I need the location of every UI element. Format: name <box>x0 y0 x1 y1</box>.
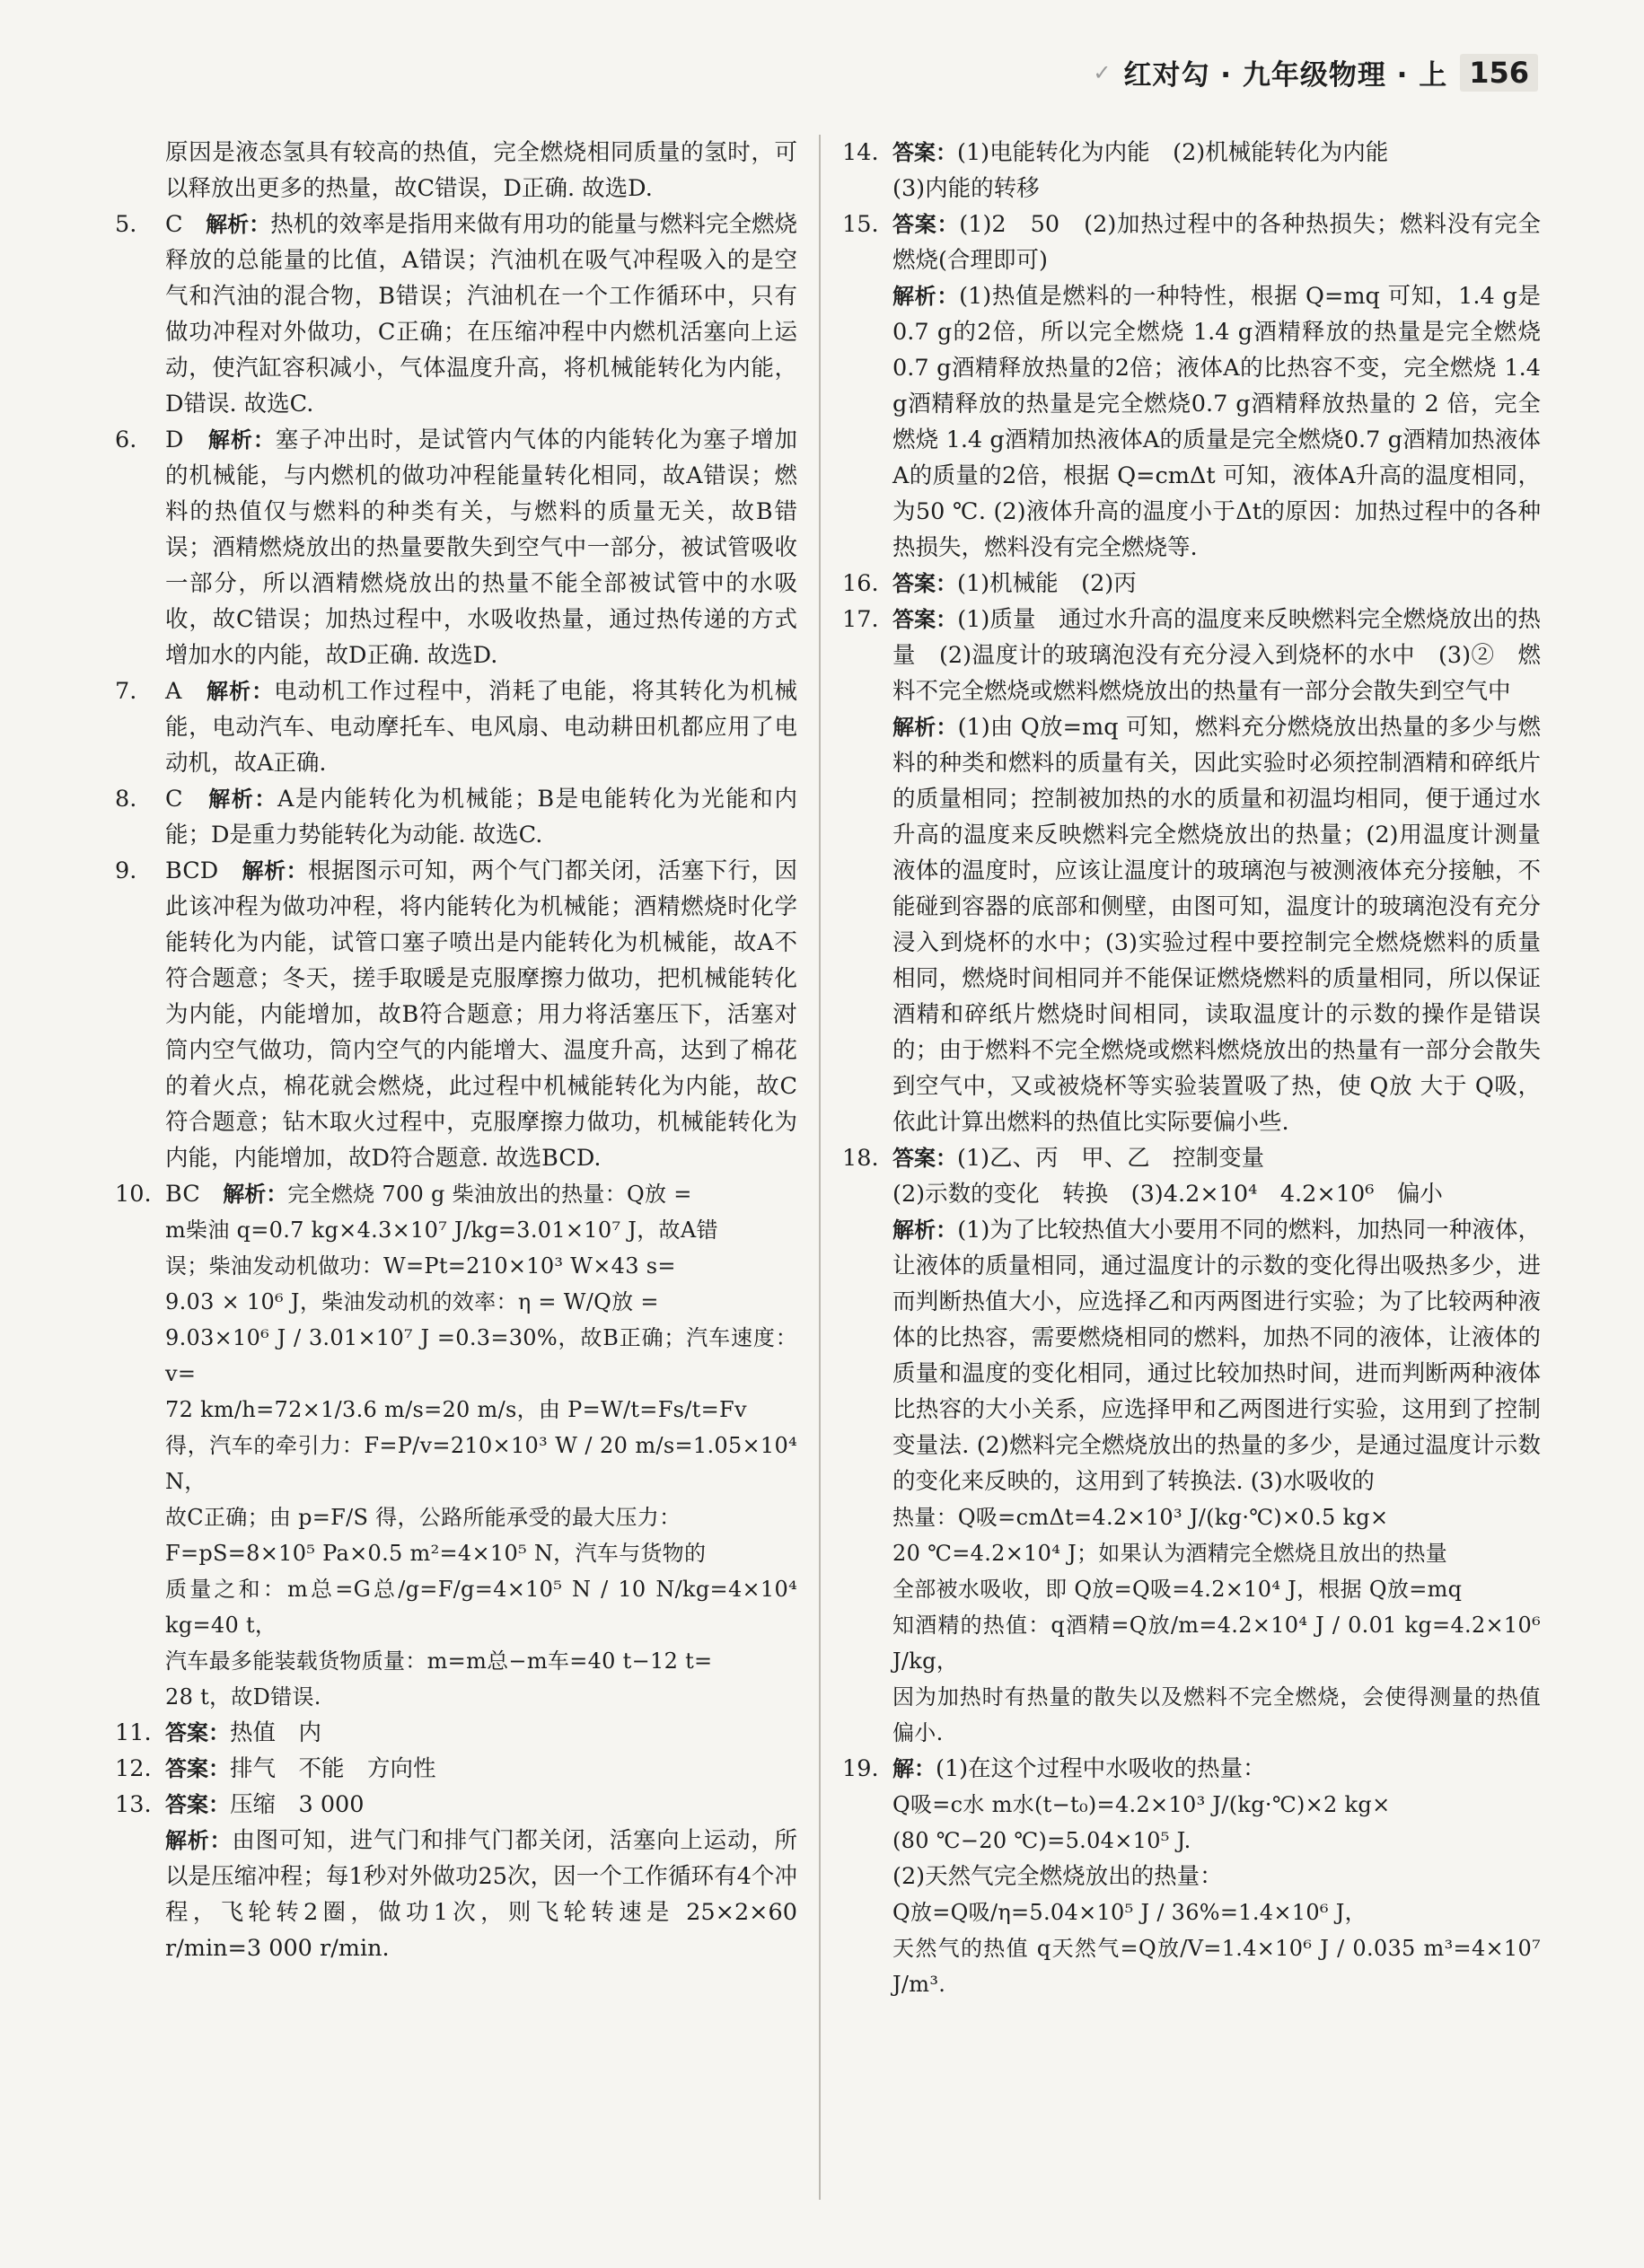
answer-text: (2)示数的变化 转换 (3)4.2×10⁴ 4.2×10⁶ 偏小 <box>892 1181 1443 1208</box>
calc-line: 天然气的热值 q天然气=Q放/V=1.4×10⁶ J / 0.035 m³=4×10⁷ J/m³. <box>892 1936 1541 1997</box>
calc-line: 完全燃烧 700 g 柴油放出的热量：Q放 = <box>287 1182 692 1207</box>
answer-text: 排气 不能 方向性 <box>230 1755 436 1782</box>
calc-line: (80 ℃−20 ℃)=5.04×10⁵ J. <box>892 1828 1191 1853</box>
answer-label: 答案： <box>892 140 957 165</box>
analysis-label: 解析： <box>208 787 277 812</box>
q-answer: C <box>165 211 183 238</box>
analysis-text: (1)由 Q放=mq 可知，燃料充分燃烧放出热量的多少与燃料的种类和燃料的质量有关，因此实验时必须控制酒精和碎纸片的质量相同；控制被加热的水的质量和初温均相同，便于通过水升高的温度来反映燃料完全燃烧放出的热量；(2)用温度计测量液体的温度时，应该让温度计的玻璃泡与被测液体充分接触，不能碰到容器的底部和侧壁，由图可知，温度计的玻璃泡没有充分浸入到烧杯的水中；(3)实验过程中要控制完全燃烧燃料的质量相同，燃烧时间相同并不能保证燃烧燃料的质量相同，所以保证酒精和碎纸片燃烧时间相同，读取温度计的示数的操作是错误的；由于燃料不完全燃烧或燃料燃烧放出的热量有一部分会散失到空气中，又或被烧杯等实验装置吸了热，使 Q放 大于 Q吸，依此计算出燃料的热值比实际要偏小些. <box>892 714 1542 1136</box>
q-answer: D <box>165 426 184 453</box>
q-number: 17. <box>842 606 879 633</box>
solution-text: (1)在这个过程中水吸收的热量： <box>936 1755 1266 1782</box>
q-answer: A <box>165 678 182 705</box>
answer-label: 答案： <box>892 212 960 237</box>
calc-line: 72 km/h=72×1/3.6 m/s=20 m/s，由 P=W/t=Fs/t=Fv <box>165 1397 747 1422</box>
analysis-text: A是内能转化为机械能；B是电能转化为光能和内能；D是重力势能转化为动能. 故选C. <box>165 786 797 848</box>
answer-label: 答案： <box>165 1720 230 1745</box>
answer-text: (1)机械能 (2)丙 <box>957 570 1137 597</box>
analysis-text: 由图可知，进气门和排气门都关闭，活塞向上运动，所以是压缩冲程；每1秒对外做功25次，因一个工作循环有4个冲程，飞轮转2圈，做功1次，则飞轮转速是 25×2×60 r/min=3 000 r/min. <box>165 1827 797 1962</box>
calc-line: m柴油 q=0.7 kg×4.3×10⁷ J/kg=3.01×10⁷ J，故A错 <box>165 1218 718 1243</box>
analysis-label: 解析： <box>242 858 309 883</box>
analysis-text: 根据图示可知，两个气门都关闭，活塞下行，因此该冲程为做功冲程，将内能转化为机械能；酒精燃烧时化学能转化为内能，试管口塞子喷出是内能转化为机械能，故A不符合题意；冬天，搓手取暖是克服摩擦力做功，把机械能转化为内能，内能增加，故B符合题意；用力将活塞压下，活塞对筒内空气做功，筒内空气的内能增大、温度升高，达到了棉花的着火点，棉花就会燃烧，此过程中机械能转化为内能，故C符合题意；钻木取火过程中，克服摩擦力做功，机械能转化为内能，内能增加，故D符合题意. 故选BCD. <box>165 857 797 1172</box>
q-number: 19. <box>842 1755 879 1782</box>
q-number: 11. <box>115 1719 152 1746</box>
q-number: 12. <box>115 1755 152 1782</box>
question-14 <box>842 135 1541 207</box>
calc-line: 9.03×10⁶ J / 3.01×10⁷ J =0.3=30%，故B正确；汽车速度：v= <box>165 1325 797 1386</box>
question-8 <box>115 781 797 853</box>
answer-label: 答案： <box>892 1146 957 1171</box>
answer-label: 答案： <box>892 571 957 596</box>
column-divider <box>819 135 821 2200</box>
analysis-label: 解析： <box>892 284 960 309</box>
question-5 <box>115 207 797 422</box>
right-column <box>842 135 1541 2002</box>
question-16 <box>842 566 1541 602</box>
calc-line: 得，汽车的牵引力：F=P/v=210×10³ W / 20 m/s=1.05×10⁴ N， <box>165 1433 797 1494</box>
analysis-label: 解析： <box>206 212 271 237</box>
analysis-text: 热机的效率是指用来做有用功的能量与燃料完全燃烧释放的总能量的比值，A错误；汽油机在吸气冲程吸入的是空气和汽油的混合物，B错误；汽油机在一个工作循环中，只有做功冲程对外做功，C正确；在压缩冲程中内燃机活塞向上运动，使汽缸容积减小，气体温度升高，将机械能转化为内能，D错误. 故选C. <box>165 211 797 418</box>
q-number: 10. <box>115 1181 152 1208</box>
calc-line: 20 ℃=4.2×10⁴ J；如果认为酒精完全燃烧且放出的热量 <box>892 1541 1448 1566</box>
question-13 <box>115 1787 797 1966</box>
calc-line: 28 t，故D错误. <box>165 1684 321 1710</box>
q-number: 8. <box>115 786 137 813</box>
answer-label: 答案： <box>165 1792 230 1817</box>
q-answer: BC <box>165 1181 200 1208</box>
analysis-label: 解析： <box>892 1218 958 1243</box>
calc-line: 全部被水吸收，即 Q放=Q吸=4.2×10⁴ J，根据 Q放=mq <box>892 1577 1463 1602</box>
book-title: 红对勾 · 九年级物理 · 上 <box>1123 59 1448 92</box>
calc-line: 故C正确；由 p=F/S 得，公路所能承受的最大压力： <box>165 1505 681 1530</box>
calc-line: 误；柴油发动机做功：W=Pt=210×10³ W×43 s= <box>165 1253 676 1279</box>
analysis-label: 解析： <box>207 427 276 453</box>
question-9 <box>115 853 797 1176</box>
calc-line: Q吸=c水 m水(t−t₀)=4.2×10³ J/(kg·℃)×2 kg× <box>892 1792 1391 1817</box>
calc-line: F=pS=8×10⁵ Pa×0.5 m²=4×10⁵ N，汽车与货物的 <box>165 1541 707 1566</box>
answer-text: 压缩 3 000 <box>230 1791 365 1818</box>
answer-label: 答案： <box>892 607 958 632</box>
page-number: 156 <box>1460 54 1538 92</box>
book-mark-icon: ✓ <box>1093 59 1112 85</box>
analysis-label: 解析： <box>165 1828 233 1853</box>
analysis-label: 解析： <box>892 715 958 740</box>
answer-text: (1)2 50 (2)加热过程中的各种热损失；燃料没有完全燃烧(合理即可) <box>892 211 1542 274</box>
q-number: 18. <box>842 1145 879 1172</box>
answer-label: 答案： <box>165 1756 230 1781</box>
question-19 <box>842 1751 1541 2002</box>
question-18 <box>842 1140 1541 1751</box>
question-6 <box>115 422 797 673</box>
analysis-text: 塞子冲出时，是试管内气体的内能转化为塞子增加的机械能，与内燃机的做功冲程能量转化相同，故A错误；燃料的热值仅与燃料的种类有关，与燃料的质量无关，故B错误；酒精燃烧放出的热量要散失到空气中一部分，被试管吸收一部分，所以酒精燃烧放出的热量不能全部被试管中的水吸收，故C错误；加热过程中，水吸收热量，通过热传递的方式增加水的内能，故D正确. 故选D. <box>165 426 797 669</box>
analysis-text: (1)热值是燃料的一种特性，根据 Q=mq 可知，1.4 g是0.7 g的2倍，所以完全燃烧 1.4 g酒精释放的热量是完全燃烧0.7 g酒精释放热量的2倍；液体A的比热容不变，完全燃烧 1.4 g酒精释放的热量是完全燃烧0.7 g酒精释放热量的 2 倍，完全燃烧 1.4 g酒精加热液体A的质量是完全燃烧0.7 g酒精加热液体A的质量的2倍，根据 Q=cmΔt 可知，液体A升高的温度相同，为50 ℃. (2)液体升高的温度小于Δt的原因：加热过程中的各种热损失，燃料没有完全燃烧等. <box>892 283 1542 561</box>
q-number: 16. <box>842 570 879 597</box>
question-15 <box>842 207 1541 566</box>
question-11 <box>115 1715 797 1751</box>
calc-line: 9.03 × 10⁶ J，柴油发动机的效率：η = W/Q放 = <box>165 1289 659 1314</box>
q-number: 15. <box>842 211 879 238</box>
analysis-label: 解析： <box>207 679 275 704</box>
calc-line: 质量之和：m总=G总/g=F/g=4×10⁵ N / 10 N/kg=4×10⁴ kg=40 t， <box>165 1577 797 1638</box>
q-answer: BCD <box>165 857 219 884</box>
answer-text: (1)乙、丙 甲、乙 控制变量 <box>957 1145 1265 1172</box>
analysis-label: 解析： <box>223 1182 288 1207</box>
left-column <box>115 135 797 1966</box>
calc-line: Q放=Q吸/η=5.04×10⁵ J / 36%=1.4×10⁶ J， <box>892 1900 1367 1925</box>
answer-text: (3)内能的转移 <box>892 175 1040 202</box>
page-header <box>1093 52 1538 92</box>
question-17 <box>842 602 1541 1140</box>
solution-label: 解： <box>892 1756 936 1781</box>
q4-continuation: 原因是液态氢具有较高的热值，完全燃烧相同质量的氢时，可以释放出更多的热量，故C错误，D正确. 故选D. <box>165 139 797 202</box>
calc-line: 因为加热时有热量的散失以及燃料不完全燃烧，会使得测量的热值偏小. <box>892 1684 1541 1745</box>
q-number: 14. <box>842 139 879 166</box>
q-number: 5. <box>115 211 137 238</box>
q-number: 9. <box>115 857 137 884</box>
q-answer: C <box>165 786 183 813</box>
q-number: 13. <box>115 1791 152 1818</box>
solution-text: (2)天然气完全燃烧放出的热量： <box>892 1863 1223 1890</box>
calc-line: 知酒精的热值：q酒精=Q放/m=4.2×10⁴ J / 0.01 kg=4.2×10⁶ J/kg， <box>892 1613 1541 1674</box>
question-7 <box>115 673 797 781</box>
q-number: 6. <box>115 426 137 453</box>
calc-line: 热量：Q吸=cmΔt=4.2×10³ J/(kg·℃)×0.5 kg× <box>892 1505 1389 1530</box>
answer-text: (1)质量 通过水升高的温度来反映燃料完全燃烧放出的热量 (2)温度计的玻璃泡没有充分浸入到烧杯的水中 (3)② 燃料不完全燃烧或燃料燃烧放出的热量有一部分会散失到空气中 <box>892 606 1542 705</box>
q-number: 7. <box>115 678 137 705</box>
analysis-text: (1)为了比较热值大小要用不同的燃料，加热同一种液体，让液体的质量相同，通过温度计的示数的变化得出吸热多少，进而判断热值大小，应选择乙和丙两图进行实验；为了比较两种液体的比热容，需要燃烧相同的燃料，加热不同的液体，让液体的质量和温度的变化相同，通过比较加热时间，进而判断两种液体比热容的大小关系，应选择甲和乙两图进行实验，这用到了控制变量法. (2)燃料完全燃烧放出的热量的多少，是通过温度计示数的变化来反映的，这用到了转换法. (3)水吸收的 <box>892 1217 1542 1495</box>
answer-text: 热值 内 <box>230 1719 322 1746</box>
calc-line: 汽车最多能装载货物质量：m=m总−m车=40 t−12 t= <box>165 1648 713 1674</box>
question-12 <box>115 1751 797 1787</box>
answer-text: (1)电能转化为内能 (2)机械能转化为内能 <box>957 139 1389 166</box>
question-10 <box>115 1176 797 1715</box>
analysis-text: 电动机工作过程中，消耗了电能，将其转化为机械能，电动汽车、电动摩托车、电风扇、电动耕田机都应用了电动机，故A正确. <box>165 678 797 777</box>
